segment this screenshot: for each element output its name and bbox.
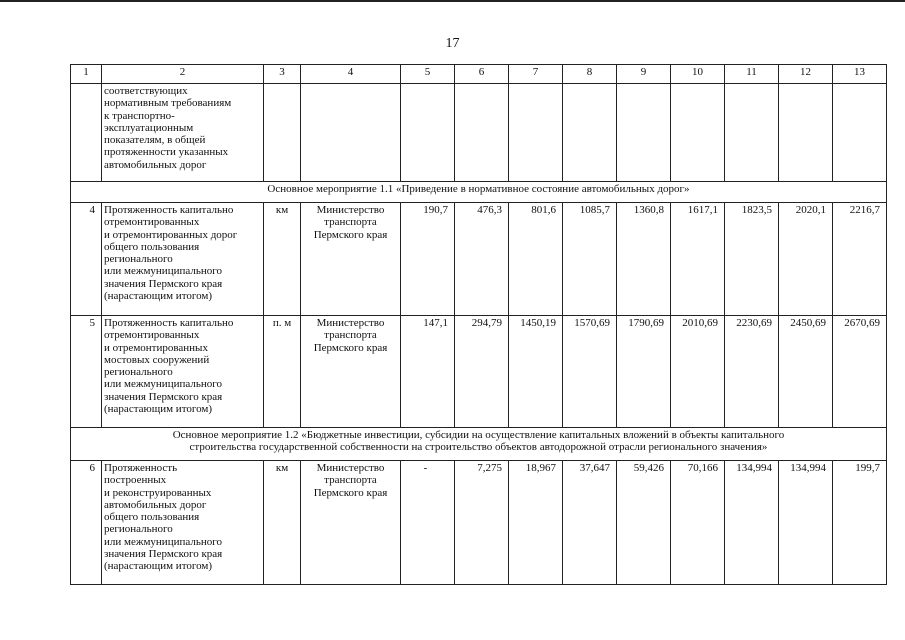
value-cell: 37,647 <box>563 461 617 585</box>
indicator-cell: Протяженность капитально отремонтированных и отремонтированных мостовых сооружений регионального или межмуниципального значения Пермского края (нарастающим итогом) <box>102 316 264 428</box>
value-cell: 1617,1 <box>671 203 725 316</box>
header-cell: 3 <box>264 65 301 84</box>
value-cell: 476,3 <box>455 203 509 316</box>
empty-cell <box>779 84 833 182</box>
unit-cell: км <box>264 461 301 585</box>
value-cell: 134,994 <box>779 461 833 585</box>
value-cell: 134,994 <box>725 461 779 585</box>
unit-cell: км <box>264 203 301 316</box>
empty-cell <box>401 84 455 182</box>
value-cell: 1790,69 <box>617 316 671 428</box>
section-title: Основное мероприятие 1.1 «Приведение в нормативное состояние автомобильных дорог» <box>71 182 887 203</box>
header-cell: 9 <box>617 65 671 84</box>
header-cell: 8 <box>563 65 617 84</box>
responsible-cell: Министерство транспорта Пермского края <box>301 203 401 316</box>
indicators-table <box>70 64 887 585</box>
header-cell: 7 <box>509 65 563 84</box>
value-cell: 2020,1 <box>779 203 833 316</box>
value-cell: 801,6 <box>509 203 563 316</box>
unit-cell: п. м <box>264 316 301 428</box>
value-cell: 2230,69 <box>725 316 779 428</box>
responsible-cell: Министерство транспорта Пермского края <box>301 461 401 585</box>
value-cell: 1085,7 <box>563 203 617 316</box>
value-cell: 2450,69 <box>779 316 833 428</box>
empty-cell <box>509 84 563 182</box>
value-cell: 1450,19 <box>509 316 563 428</box>
value-cell: 199,7 <box>833 461 887 585</box>
value-cell: 1360,8 <box>617 203 671 316</box>
responsible-cell: Министерство транспорта Пермского края <box>301 316 401 428</box>
header-cell: 5 <box>401 65 455 84</box>
table-row <box>71 203 887 316</box>
empty-cell <box>71 84 102 182</box>
empty-cell <box>455 84 509 182</box>
empty-cell <box>264 84 301 182</box>
value-cell: 2216,7 <box>833 203 887 316</box>
continuation-row <box>71 84 887 182</box>
value-cell: 70,166 <box>671 461 725 585</box>
page-number: 17 <box>445 36 460 51</box>
table-row <box>71 316 887 428</box>
header-cell: 1 <box>71 65 102 84</box>
empty-cell <box>671 84 725 182</box>
header-cell: 6 <box>455 65 509 84</box>
empty-cell <box>617 84 671 182</box>
value-cell: 294,79 <box>455 316 509 428</box>
header-cell: 10 <box>671 65 725 84</box>
empty-cell <box>833 84 887 182</box>
indicator-cell: Протяженность капитально отремонтированных и отремонтированных дорог общего пользования регионального или межмуниципального значения Пермского края (нарастающим итогом) <box>102 203 264 316</box>
header-cell: 12 <box>779 65 833 84</box>
table-row <box>71 461 887 585</box>
row-number: 4 <box>71 203 102 316</box>
value-cell: 190,7 <box>401 203 455 316</box>
top-border-line <box>0 0 905 2</box>
empty-cell <box>725 84 779 182</box>
value-cell: 59,426 <box>617 461 671 585</box>
value-cell: - <box>401 461 455 585</box>
header-cell: 4 <box>301 65 401 84</box>
empty-cell <box>301 84 401 182</box>
section-row <box>71 182 887 203</box>
empty-cell <box>563 84 617 182</box>
value-cell: 2010,69 <box>671 316 725 428</box>
header-row <box>71 65 887 84</box>
header-cell: 2 <box>102 65 264 84</box>
value-cell: 18,967 <box>509 461 563 585</box>
header-cell: 11 <box>725 65 779 84</box>
value-cell: 147,1 <box>401 316 455 428</box>
indicator-cell: соответствующих нормативным требованиям к транспортно- эксплуатационным показателям, в общей протяженности указанных автомобильных дорог <box>102 84 264 182</box>
value-cell: 1823,5 <box>725 203 779 316</box>
section-row <box>71 428 887 461</box>
row-number: 6 <box>71 461 102 585</box>
value-cell: 7,275 <box>455 461 509 585</box>
indicator-cell: Протяженность построенных и реконструированных автомобильных дорог общего пользования регионального или межмуниципального значения Пермского края (нарастающим итогом) <box>102 461 264 585</box>
value-cell: 1570,69 <box>563 316 617 428</box>
section-title: Основное мероприятие 1.2 «Бюджетные инвестиции, субсидии на осуществление капитальных вложений в объекты капитального строительства государственной собственности на строительство объектов автодорожной отрасли регионального значения» <box>71 428 887 461</box>
value-cell: 2670,69 <box>833 316 887 428</box>
header-cell: 13 <box>833 65 887 84</box>
row-number: 5 <box>71 316 102 428</box>
